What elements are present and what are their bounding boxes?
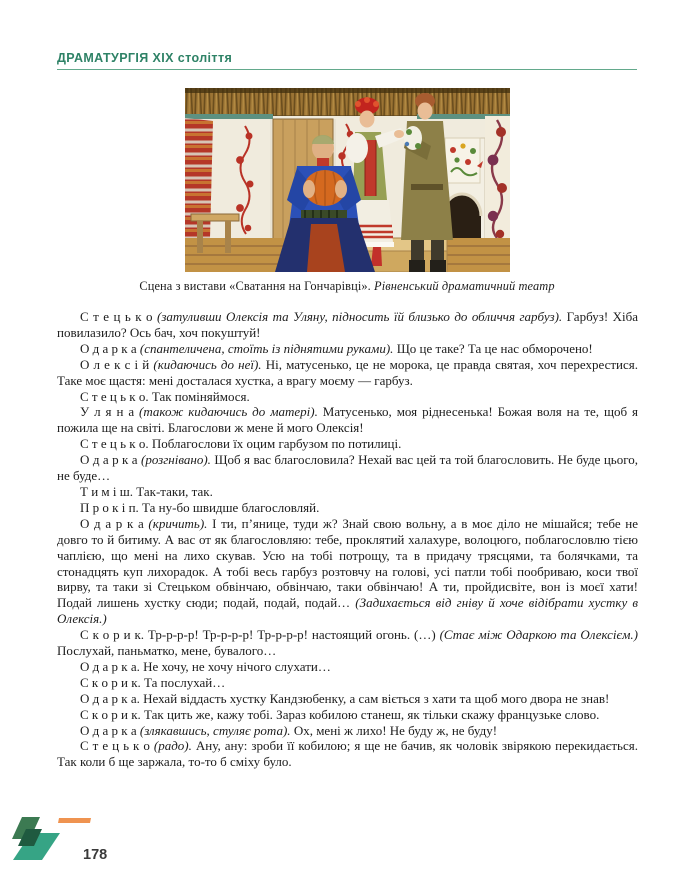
speech-text: . Тр-р-р-р! Тр-р-р-р! Тр-р-р-р! настоящий огонь. (…) [140,627,440,643]
speech-text: . Не хочу, не хочу нічого слухати… [136,658,331,674]
thatched-roof [185,88,510,118]
speaker-name: С к о р и к [80,706,138,722]
stage-direction: (Задихається від гніву й хоче відібрати хустку в Олексія.) [57,595,638,627]
dialogue-paragraph [57,738,638,770]
stage-photo [185,88,510,272]
speech-text: . Поблагослови їх оцим гарбузом по потилиці. [145,436,402,452]
wall-beam-left [185,114,273,119]
speaker-name: П р о к і п [80,499,136,515]
header-divider [57,69,637,70]
speaker-name: О д а р к а [80,722,137,738]
speech-text: Послухай, паньматко, мене, бувалого… [57,643,277,659]
dialogue-paragraph [57,659,638,675]
stage-direction: (спантеличена, стоїть із піднятими руками). [136,340,394,356]
stage-direction: (розгнівано). [137,452,211,468]
speaker-name: О л е к с і й [80,356,150,372]
dialogue-paragraph [57,357,638,389]
speech-text: . Так цить же, кажу тобі. Зараз кобилою станеш, як тільки скажу французьке слово. [137,706,600,722]
speech-text: Щоб я вас благословила? Нехай вас цей та той благословить. Не буде цього, не буде… [57,452,638,484]
speaker-name: Т и м і ш [80,483,130,499]
speaker-name: С к о р и к [80,674,138,690]
speech-text: . Та послухай… [137,674,226,690]
dialogue-paragraph [57,500,638,516]
caption-theater: Рівненський драматичний театр [374,279,555,293]
dialogue-paragraph [57,691,638,707]
dialogue-paragraph [57,452,638,484]
speech-text: . Та ну-бо швидше благословляй. [135,499,320,515]
speech-text: . Так поміняймося. [145,388,250,404]
dialogue [57,309,638,770]
speaker-name: О д а р к а [80,340,137,356]
corner-decoration [0,810,130,880]
chapter-header: ДРАМАТУРГІЯ XIX століття [57,51,233,65]
speech-text: Ні, матусенько, це не морока, це правда святая, хоч перехрестися. Таке моє щастя: мені досталася хустка, а врагу моєму — гарбуз. [57,356,638,388]
dialogue-paragraph [57,516,638,627]
stage-direction: (Стає між Одаркою та Олексієм.) [439,627,639,643]
speech-text: Гарбуз! Хіба повилазило? Ось бач, хоч покуштуй! [57,309,638,340]
page-number: 178 [83,847,108,863]
speech-text: . Так-таки, так. [129,483,213,499]
stage-direction: (також кидаючись до матері). [134,404,318,420]
dialogue-paragraph [57,341,638,357]
stage-direction: (радо). [149,738,192,754]
stage-direction: (кричить). [143,515,208,531]
dialogue-paragraph [57,389,638,405]
speaker-name: О д а р к а [80,690,137,706]
speaker-name: О д а р к а [80,658,137,674]
photo-caption [40,279,654,294]
decor-orange-bar [58,818,91,823]
speech-text: Матусенько, моя ріднесенька! Божая воля на те, щоб я пожила ще на світі. Благослови ж мене й мого Олексія! [57,404,638,436]
stage-direction: (затуливши Олексія та Уляну, підносить їй близько до обличчя гарбуз). [152,309,563,324]
speaker-name: С т е ц ь к о [80,309,153,324]
dialogue-paragraph [57,404,638,436]
speech-text: Ану, ану: зроби її кобилою; я ще не бачив, як чоловік звірякою перекидається. Так коли б ще заржала, то-то б сміху було. [57,738,638,770]
speaker-name: С т е ц ь к о [80,738,150,754]
stage-direction: (кидаючись до неї). [149,356,262,372]
speech-text: . Нехай віддасть хустку Кандзюбенку, а сам віється з хати та щоб мого двора не знав! [136,690,610,706]
speaker-name: О д а р к а [80,452,138,468]
speaker-name: С т е ц ь к о [80,388,146,404]
speech-text: І ти, п’янице, туди ж? Знай свою вольну, а в моє діло не мішайся; тебе не довго то й битиму. А вас от як благословляю: тебе, проклятий халахуре, волоцюго, поблагословлю тією чаплією, що мені на лихо скував. Усю на тобі потрощу, та в придачу трясцями, та болячками, та стонадцять куп лихорадок. А тобі весь гарбуз розтовчу на голові, усі патли тобі пообриваю, коси твої вирву, та таки зі Стецьком обвінчаю, обвінчаю, таки обвінчаю! А ти, пройдисвіте, вон із моєї хати! Подай лишень хустку сюди; подай, подай, подай… [57,515,638,611]
dialogue-paragraph [57,309,638,341]
stage-photo-illustration [185,88,510,272]
dialogue-paragraph [57,707,638,723]
floral-ornament-right [485,116,510,240]
stage-direction: (злякавшись, стуляє рота). [136,722,291,738]
speaker-name: О д а р к а [80,515,144,531]
speech-text: Ох, мені ж лихо! Не буду ж, не буду! [290,722,498,738]
speaker-name: С к о р и к [80,627,141,643]
dialogue-paragraph [57,484,638,500]
speaker-name: С т е ц ь к о [80,436,146,452]
caption-title: Сцена з вистави «Сватання на Гончарівці». [139,279,375,293]
dialogue-paragraph [57,675,638,691]
dialogue-paragraph [57,436,638,452]
dialogue-paragraph [57,627,638,659]
dialogue-paragraph [57,723,638,739]
speech-text: Що це таке? Та це нас обморочено! [393,340,593,356]
speaker-name: У л я н а [80,404,135,420]
